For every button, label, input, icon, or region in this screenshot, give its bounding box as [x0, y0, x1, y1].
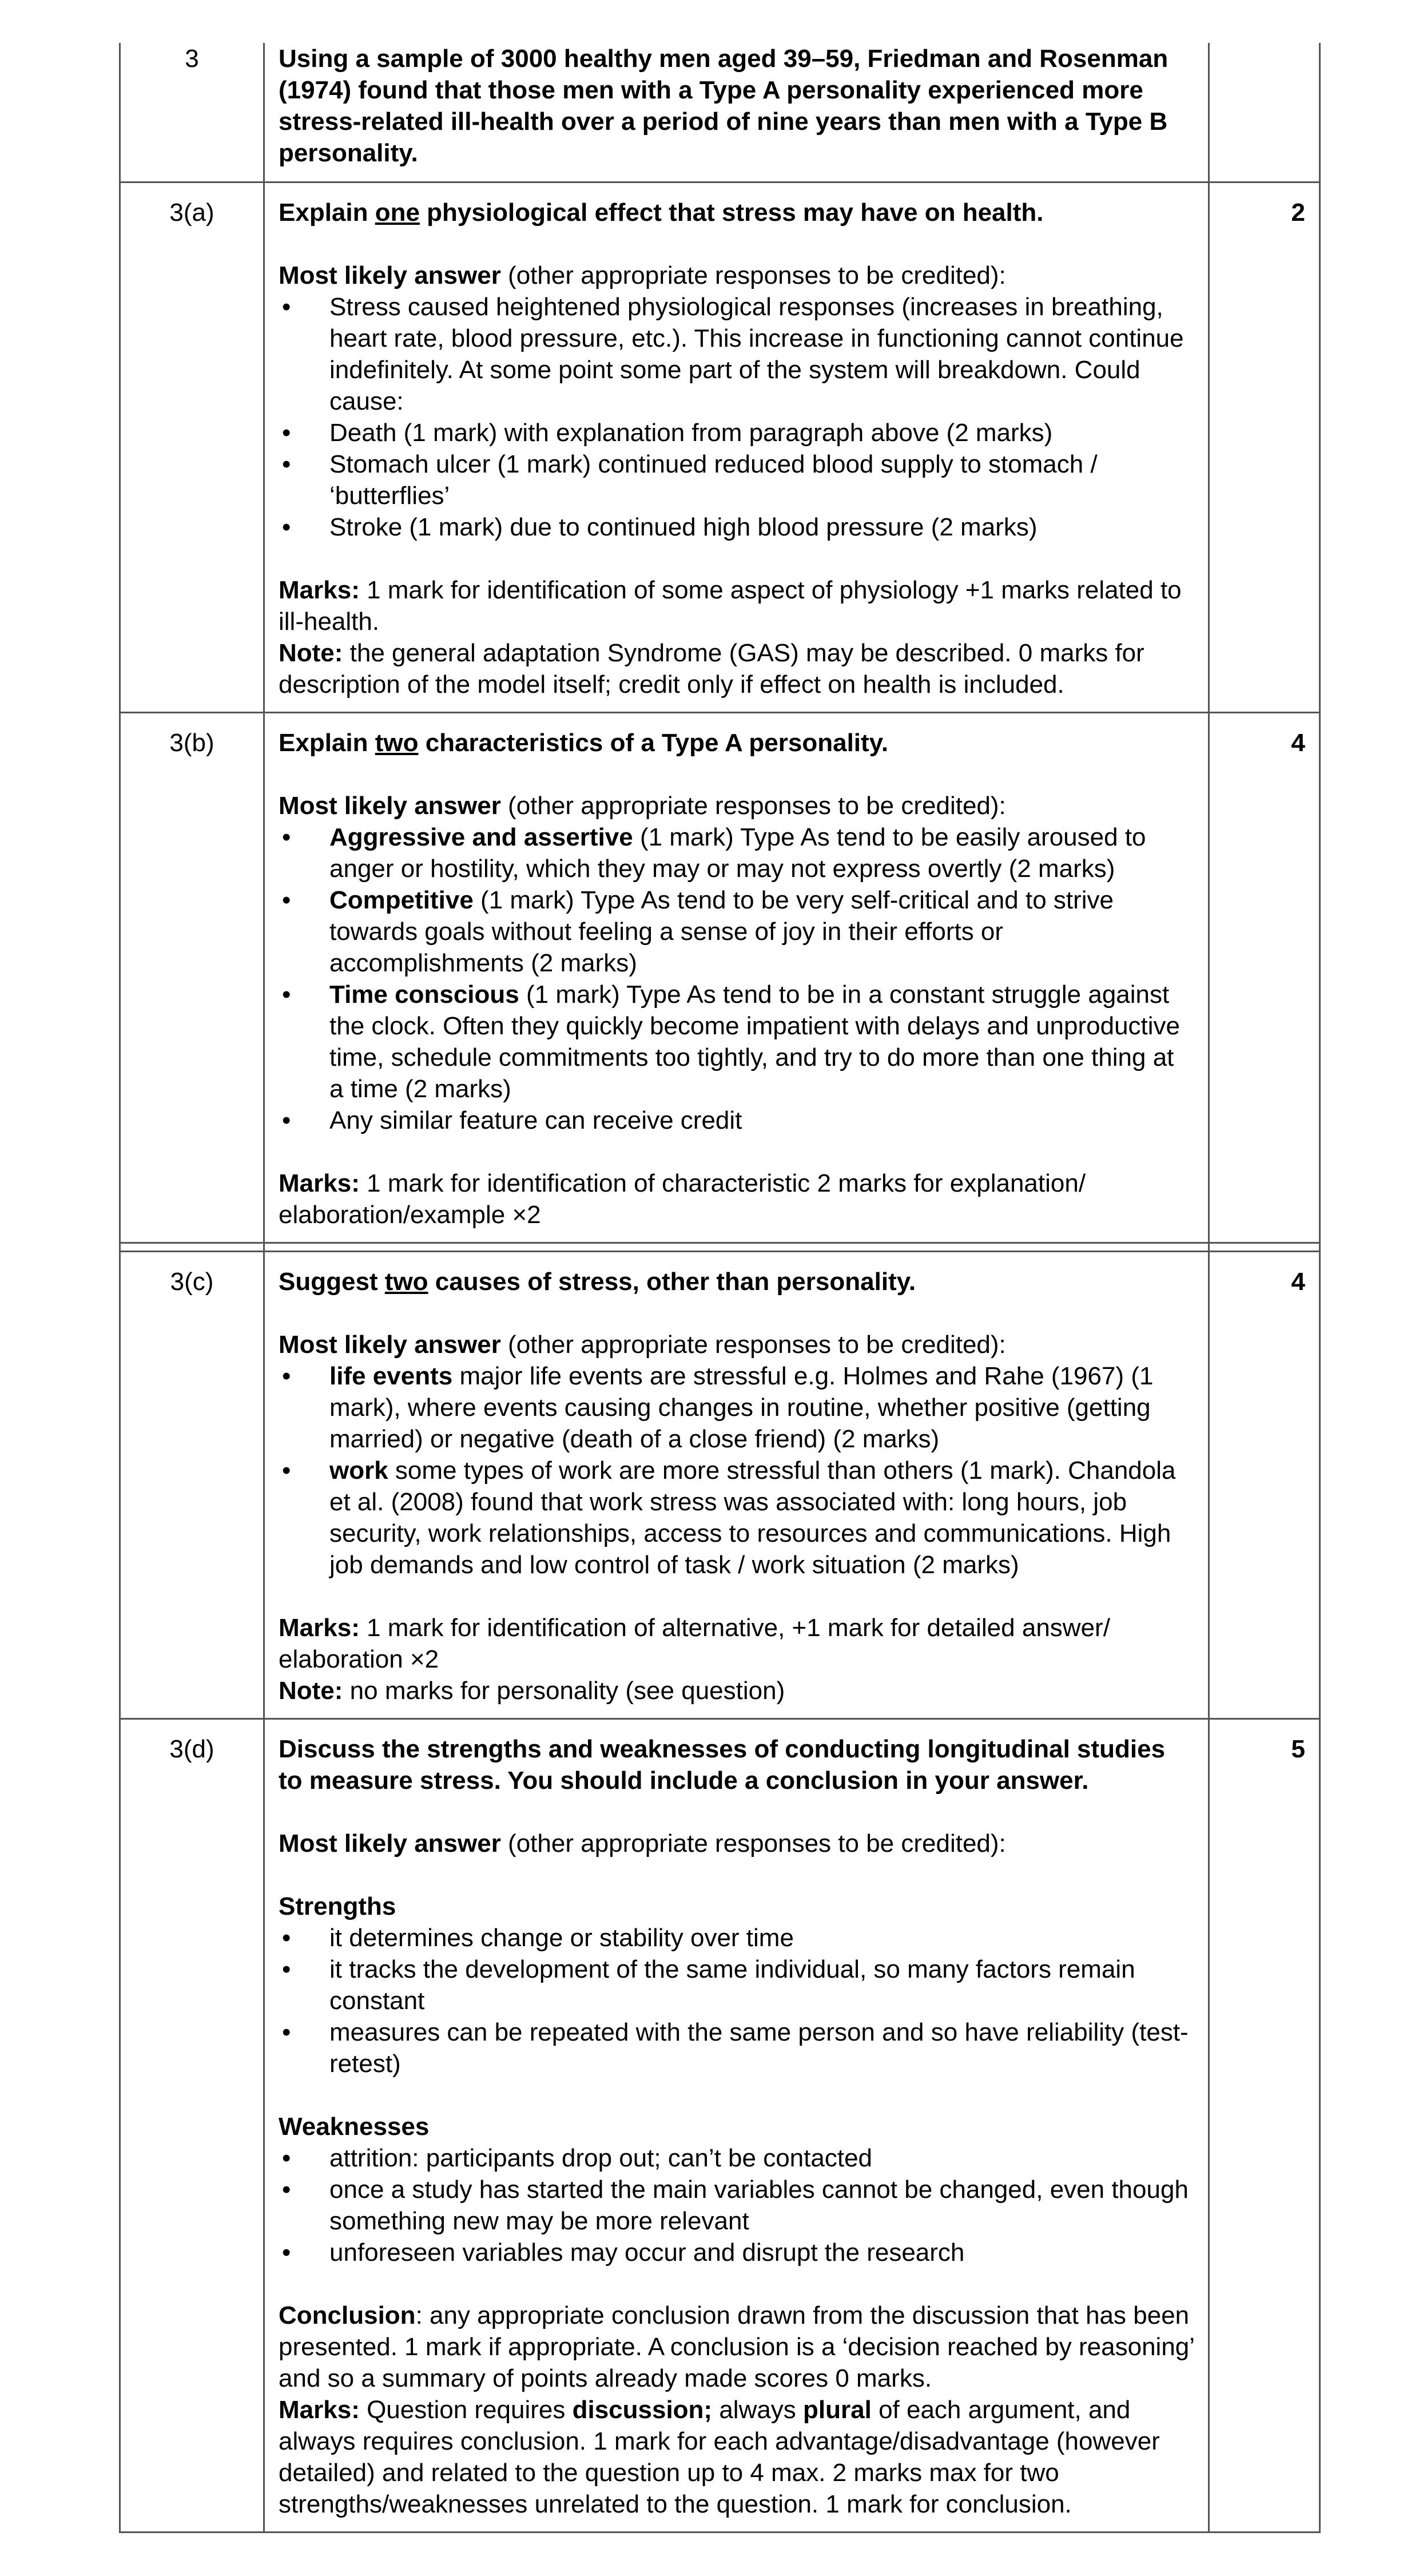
weaknesses-list	[279, 2142, 1194, 2268]
list-item: • Stress caused heightened physiological responses (increases in breathing, heart rate, blood pressure, etc.). This increase in functioning cannot continue indefinitely. At some point some part of the system will breakdown. Could cause:	[279, 291, 1194, 417]
part-c-answer-cell	[264, 1252, 1209, 1719]
part-c-number: 3(c)	[120, 1252, 264, 1719]
list-item: • Stomach ulcer (1 mark) continued reduced blood supply to stomach / ‘butterflies’	[279, 448, 1194, 511]
list-item: • Aggressive and assertive (1 mark) Type As tend to be easily aroused to anger or hostility, which they may or may not express overtly (2 marks)	[279, 821, 1194, 884]
part-a-marks-guidance: Marks: 1 mark for identification of some aspect of physiology +1 marks related to ill-health.	[279, 576, 1182, 636]
question-stem-marks-cell	[1209, 43, 1320, 182]
table-divider-row	[120, 1243, 1320, 1252]
part-b-answer-cell	[264, 713, 1209, 1243]
question-stem-cell	[264, 43, 1209, 182]
part-d-number: 3(d)	[120, 1719, 264, 2533]
part-b-marks: 4	[1209, 713, 1320, 1243]
strengths-heading: Strengths	[279, 1892, 396, 1920]
part-b-most-likely: Most likely answer (other appropriate responses to be credited):	[279, 792, 1006, 820]
question-number: 3	[120, 43, 264, 182]
part-d-conclusion: Conclusion: any appropriate conclusion drawn from the discussion that has been presented. 1 mark if appropriate. A conclusion is a ‘decision reached by reasoning’ and so a summary of points already made scores 0 marks.	[279, 2301, 1194, 2392]
list-item: • Stroke (1 mark) due to continued high blood pressure (2 marks)	[279, 511, 1194, 543]
part-d-answer-cell	[264, 1719, 1209, 2533]
list-item: • Competitive (1 mark) Type As tend to be very self-critical and to strive towards goals without feeling a sense of joy in their efforts or accomplishments (2 marks)	[279, 884, 1194, 979]
mark-scheme-table	[119, 43, 1321, 2533]
part-d-marks-guidance: Marks: Question requires discussion; always plural of each argument, and always requires conclusion. 1 mark for each advantage/disadvantage (however detailed) and related to the question up to 4 max. 2 marks max for two strengths/weaknesses unrelated to the question. 1 mark for conclusion.	[279, 2396, 1160, 2518]
part-b-question: Explain two characteristics of a Type A personality.	[279, 729, 889, 757]
part-d-row	[120, 1719, 1320, 2533]
part-c-marks-guidance: Marks: 1 mark for identification of alternative, +1 mark for detailed answer/ elaboration ×2	[279, 1614, 1110, 1673]
part-d-question: Discuss the strengths and weaknesses of conducting longitudinal studies to measure stress. You should include a conclusion in your answer.	[279, 1735, 1166, 1795]
list-item: • attrition: participants drop out; can’t be contacted	[279, 2142, 1194, 2174]
part-a-answer-cell	[264, 182, 1209, 713]
part-a-number: 3(a)	[120, 182, 264, 713]
part-b-number: 3(b)	[120, 713, 264, 1243]
part-b-marks-guidance: Marks: 1 mark for identification of characteristic 2 marks for explanation/ elaboration/example ×2	[279, 1169, 1086, 1229]
question-stem: Using a sample of 3000 healthy men aged 39–59, Friedman and Rosenman (1974) found that those men with a Type A personality experienced more stress-related ill-health over a period of nine years than men with a Type B personality.	[279, 45, 1168, 167]
part-a-marks: 2	[1209, 182, 1320, 713]
strengths-list	[279, 1922, 1194, 2079]
part-c-marks: 4	[1209, 1252, 1320, 1719]
list-item: • life events major life events are stressful e.g. Holmes and Rahe (1967) (1 mark), where events causing changes in routine, whether positive (getting married) or negative (death of a close friend) (2 marks)	[279, 1360, 1194, 1455]
part-c-row	[120, 1252, 1320, 1719]
part-d-marks: 5	[1209, 1719, 1320, 2533]
list-item: • Any similar feature can receive credit	[279, 1105, 1194, 1136]
list-item: • unforeseen variables may occur and disrupt the research	[279, 2237, 1194, 2268]
part-a-most-likely: Most likely answer (other appropriate responses to be credited):	[279, 261, 1006, 289]
list-item: • once a study has started the main variables cannot be changed, even though something new may be more relevant	[279, 2174, 1194, 2237]
mark-scheme-sheet	[119, 43, 1319, 2533]
question-stem-row	[120, 43, 1320, 182]
list-item: • it tracks the development of the same individual, so many factors remain constant	[279, 1954, 1194, 2017]
part-c-most-likely: Most likely answer (other appropriate responses to be credited):	[279, 1331, 1006, 1359]
list-item: • work some types of work are more stressful than others (1 mark). Chandola et al. (2008) found that work stress was associated with: long hours, job security, work relationships, access to resources and communications. High job demands and low control of task / work situation (2 marks)	[279, 1455, 1194, 1581]
list-item: • it determines change or stability over time	[279, 1922, 1194, 1954]
list-item: • Death (1 mark) with explanation from paragraph above (2 marks)	[279, 417, 1194, 448]
weaknesses-heading: Weaknesses	[279, 2113, 430, 2141]
part-c-note: Note: no marks for personality (see question)	[279, 1677, 785, 1705]
part-d-most-likely: Most likely answer (other appropriate responses to be credited):	[279, 1829, 1006, 1857]
part-c-question: Suggest two causes of stress, other than personality.	[279, 1268, 916, 1296]
part-a-row	[120, 182, 1320, 713]
list-item: • measures can be repeated with the same person and so have reliability (test-retest)	[279, 2017, 1194, 2079]
list-item: • Time conscious (1 mark) Type As tend to be in a constant struggle against the clock. Often they quickly become impatient with delays and unproductive time, schedule commitments too tightly, and try to do more than one thing at a time (2 marks)	[279, 979, 1194, 1105]
part-b-bullet-list	[279, 821, 1194, 1136]
part-a-question: Explain one physiological effect that stress may have on health.	[279, 199, 1044, 227]
part-c-bullet-list	[279, 1360, 1194, 1581]
part-b-row	[120, 713, 1320, 1243]
part-a-note: Note: the general adaptation Syndrome (GAS) may be described. 0 marks for description of the model itself; credit only if effect on health is included.	[279, 639, 1144, 698]
part-a-bullet-list	[279, 291, 1194, 543]
